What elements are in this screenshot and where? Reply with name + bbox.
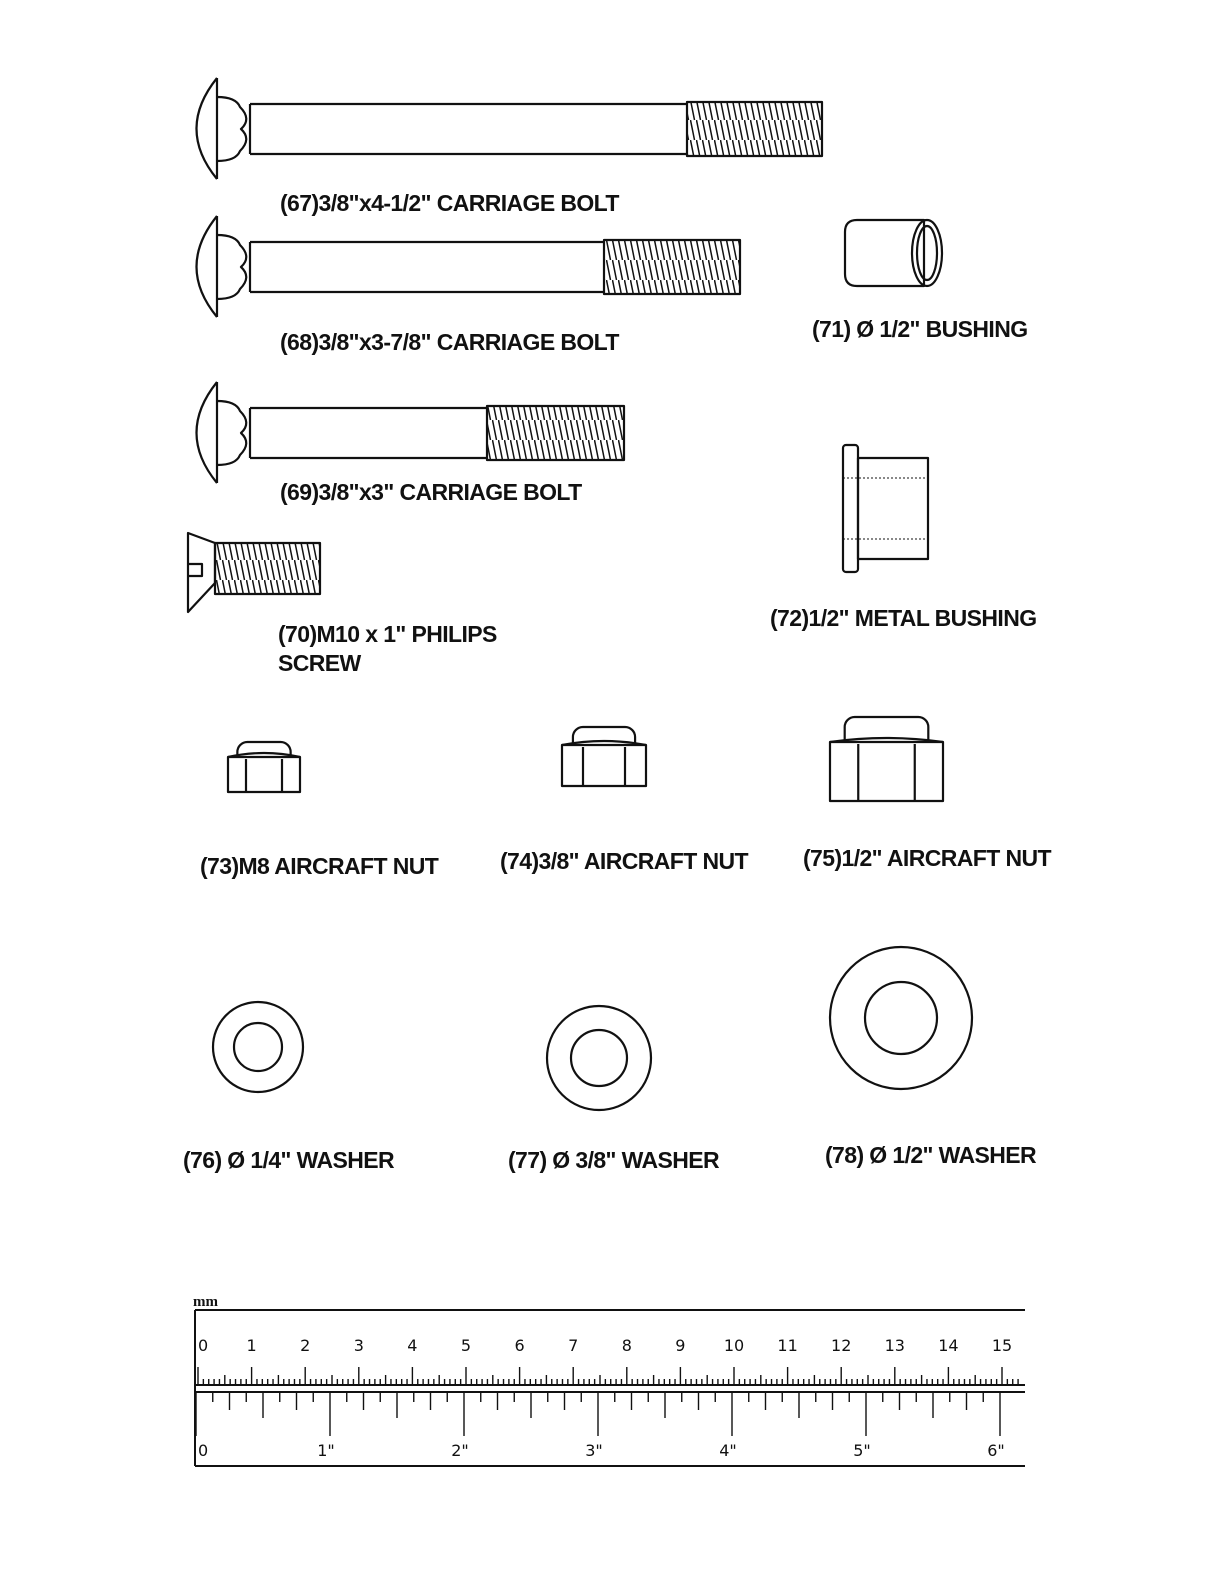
aircraft-nut-icon xyxy=(228,742,300,792)
ruler-metric-label: 11 xyxy=(777,1336,798,1355)
ruler-metric-label: 12 xyxy=(831,1336,852,1355)
washer-icon xyxy=(213,1002,303,1092)
ruler-metric-label: 0 xyxy=(198,1336,209,1355)
part-72-label: (72)1/2" METAL BUSHING xyxy=(770,605,1037,631)
part-70-label: (70)M10 x 1" PHILIPS xyxy=(278,621,497,647)
part-76-label: (76) Ø 1/4" WASHER xyxy=(183,1147,394,1173)
part-68-label: (68)3/8"x3-7/8" CARRIAGE BOLT xyxy=(280,329,619,355)
ruler-metric-label: 13 xyxy=(884,1336,905,1355)
ruler-metric-label: 3 xyxy=(353,1336,364,1355)
ruler-inch-label: 4" xyxy=(719,1441,737,1460)
philips-screw-icon xyxy=(188,533,320,612)
ruler-metric-label: 4 xyxy=(407,1336,418,1355)
part-70-label-line2: SCREW xyxy=(278,650,361,676)
ruler-inch-label: 5" xyxy=(853,1441,871,1460)
part-74-label: (74)3/8" AIRCRAFT NUT xyxy=(500,848,748,874)
ruler-metric-label: 14 xyxy=(938,1336,959,1355)
part-75-label: (75)1/2" AIRCRAFT NUT xyxy=(803,845,1051,871)
carriage-bolt-icon xyxy=(197,216,741,317)
ruler-inch-label: 1" xyxy=(317,1441,335,1460)
ruler-metric-label: 1 xyxy=(246,1336,257,1355)
ruler-metric-label: 5 xyxy=(460,1336,472,1355)
ruler-inch-label: 2" xyxy=(451,1441,469,1460)
bushing-icon xyxy=(845,220,942,286)
ruler-metric-label: 6 xyxy=(514,1336,525,1355)
carriage-bolt-icon xyxy=(197,78,823,179)
washer-icon xyxy=(547,1006,651,1110)
part-67-label: (67)3/8"x4-1/2" CARRIAGE BOLT xyxy=(280,190,619,216)
ruler-inch-label: 3" xyxy=(585,1441,603,1460)
part-77-label: (77) Ø 3/8" WASHER xyxy=(508,1147,719,1173)
ruler-metric-label: 8 xyxy=(621,1336,632,1355)
part-69-label: (69)3/8"x3" CARRIAGE BOLT xyxy=(280,479,582,505)
measuring-ruler xyxy=(193,1294,1025,1466)
ruler-unit-label: mm xyxy=(193,1294,218,1310)
aircraft-nut-icon xyxy=(562,727,646,786)
part-71-label: (71) Ø 1/2" BUSHING xyxy=(812,316,1028,342)
washer-icon xyxy=(830,947,972,1089)
ruler-inch-label: 0 xyxy=(198,1441,209,1460)
ruler-metric-label: 7 xyxy=(568,1336,579,1355)
aircraft-nut-icon xyxy=(830,717,943,801)
ruler-metric-label: 15 xyxy=(991,1336,1013,1355)
ruler-metric-label: 2 xyxy=(300,1336,311,1355)
ruler-metric-label: 10 xyxy=(723,1336,745,1355)
part-73-label: (73)M8 AIRCRAFT NUT xyxy=(200,853,439,879)
metal-bushing-icon xyxy=(843,445,928,572)
carriage-bolt-icon xyxy=(197,382,625,483)
ruler-inch-label: 6" xyxy=(987,1441,1005,1460)
part-78-label: (78) Ø 1/2" WASHER xyxy=(825,1142,1036,1168)
ruler-metric-label: 9 xyxy=(675,1336,686,1355)
